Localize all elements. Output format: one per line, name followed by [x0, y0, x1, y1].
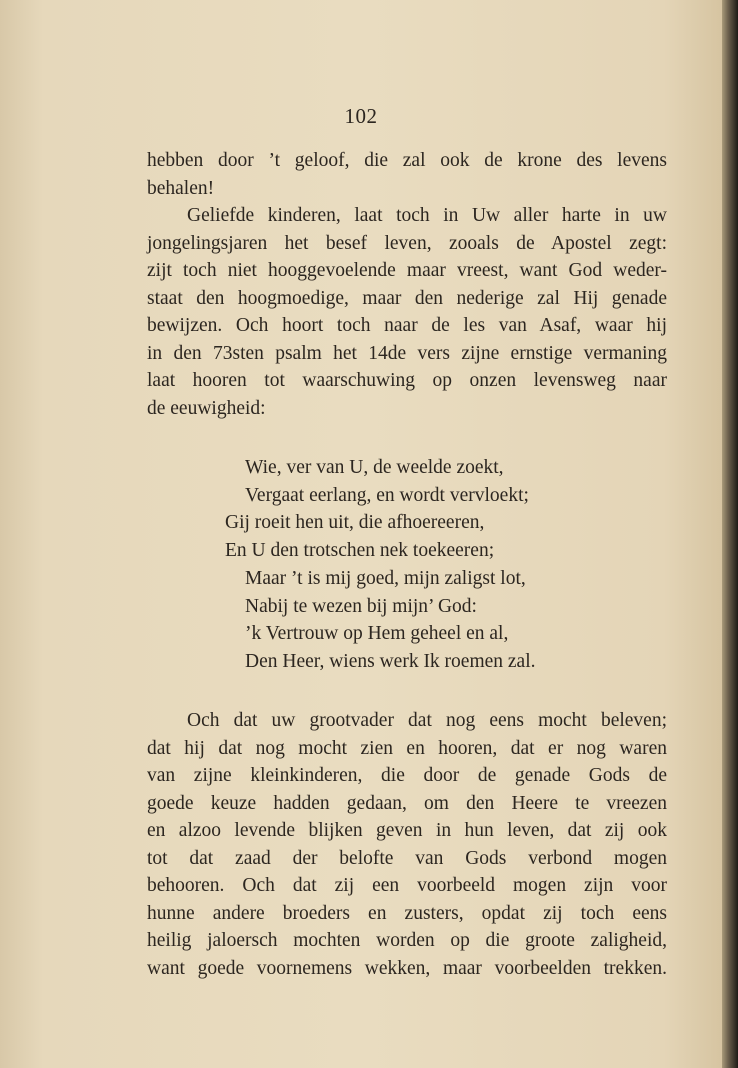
- text-line: behalen!: [147, 177, 215, 199]
- text-line: hebben door ’t geloof, die zal ook de krone des levens: [147, 150, 667, 171]
- page-number: 102: [344, 104, 378, 128]
- text-line: dat hij dat nog mocht zien en hooren, dat er nog waren: [147, 737, 667, 759]
- text-line: Geliefde kinderen, laat toch in Uw aller harte in uw: [187, 205, 667, 226]
- verse-line: En U den trotschen nek toekeeren;: [225, 540, 495, 562]
- text-line: en alzoo levende blijken geven in hun leven, dat zij ook: [147, 820, 667, 841]
- text-line: staat den hoogmoedige, maar den nederige zal Hij genade: [147, 287, 667, 309]
- text-line: jongelingsjaren het besef leven, zooals de Apostel zegt:: [147, 232, 667, 254]
- verse-line: Maar ’t is mij goed, mijn zaligst lot,: [245, 567, 526, 589]
- page-edge: [722, 0, 738, 1068]
- text-line: van zijne kleinkinderen, die door de genade Gods de: [147, 765, 667, 786]
- verse-line: ’k Vertrouw op Hem geheel en al,: [245, 623, 509, 645]
- verse-line: Vergaat eerlang, en wordt vervloekt;: [245, 484, 529, 506]
- text-line: de eeuwigheid:: [147, 397, 266, 419]
- text-line: behooren. Och dat zij een voorbeeld mogen zijn voor: [147, 875, 667, 896]
- psalm-verse: [225, 454, 536, 676]
- text-line: in den 73sten psalm het 14de vers zijne ernstige vermaning: [147, 342, 667, 364]
- verse-line: Gij roeit hen uit, die afhoereeren,: [225, 512, 485, 534]
- text-line: want goede voornemens wekken, maar voorbeelden trekken.: [147, 957, 667, 979]
- text-line: Och dat uw grootvader dat nog eens mocht beleven;: [187, 710, 667, 731]
- text-line: goede keuze hadden gedaan, om den Heere te vreezen: [147, 792, 667, 814]
- verse-line: Den Heer, wiens werk Ik roemen zal.: [245, 650, 536, 672]
- text-line: heilig jaloersch mochten worden op die groote zaligheid,: [147, 930, 667, 951]
- text-line: zijt toch niet hooggevoelende maar vreest, want God weder-: [147, 260, 667, 281]
- verse-line: Nabij te wezen bij mijn’ God:: [245, 595, 477, 617]
- text-line: bewijzen. Och hoort toch naar de les van Asaf, waar hij: [147, 315, 667, 336]
- text-line: laat hooren tot waarschuwing op onzen levensweg naar: [147, 370, 667, 391]
- text-line: tot dat zaad der belofte van Gods verbond mogen: [147, 847, 667, 869]
- paragraph-continued: [147, 147, 667, 422]
- paragraph-closing: [147, 707, 667, 982]
- verse-line: Wie, ver van U, de weelde zoekt,: [245, 457, 504, 478]
- text-line: hunne andere broeders en zusters, opdat zij toch eens: [147, 902, 667, 924]
